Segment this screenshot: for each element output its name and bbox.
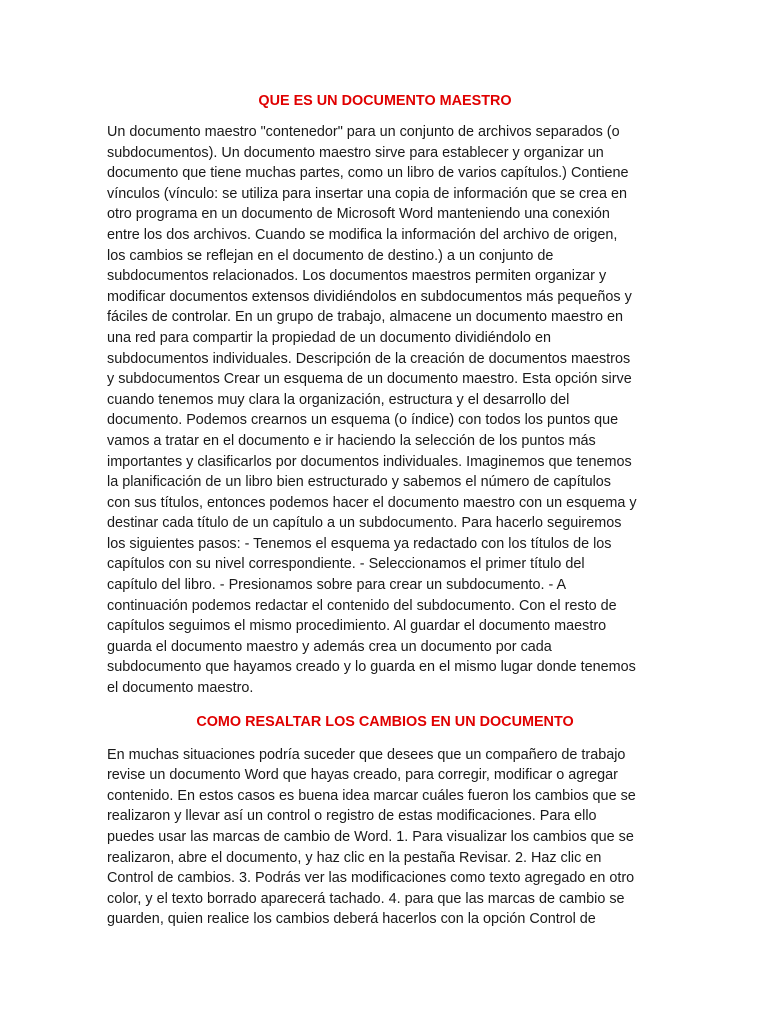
- text-line: capítulos seguimos el mismo procedimiento. Al guardar el documento maestro: [107, 618, 607, 635]
- section-body-resaltar-cambios: [107, 745, 663, 930]
- section-title-resaltar-cambios: COMO RESALTAR LOS CAMBIOS EN UN DOCUMENTO: [196, 713, 574, 730]
- text-line: modificar documentos extensos dividiéndolos en subdocumentos más pequeños y: [107, 288, 632, 305]
- document-content: [107, 90, 663, 930]
- text-line: fáciles de controlar. En un grupo de trabajo, almacene un documento maestro en: [107, 309, 623, 326]
- text-line: subdocumentos). Un documento maestro sirve para establecer y organizar un: [107, 144, 604, 161]
- text-line: una red para compartir la propiedad de un documento dividiéndolo en: [107, 329, 552, 346]
- text-line: vínculos (vínculo: se utiliza para insertar una copia de información que se crea en: [107, 185, 627, 202]
- text-line: realizaron y llevar así un control o registro de estas modificaciones. Para ello: [107, 808, 597, 825]
- text-line: capítulos con su nivel correspondiente. - Seleccionamos el primer título del: [107, 556, 585, 573]
- section-body-documento-maestro: [107, 122, 663, 699]
- text-line: contenido. En estos casos es buena idea marcar cuáles fueron los cambios que se: [107, 787, 636, 804]
- text-line: documento que tiene muchas partes, como un libro de varios capítulos.) Contiene: [107, 165, 629, 182]
- text-line: cuando tenemos muy clara la organización, estructura y el desarrollo del: [107, 391, 570, 408]
- text-line: puedes usar las marcas de cambio de Word. 1. Para visualizar los cambios que se: [107, 829, 634, 845]
- text-line: la planificación de un libro bien estructurado y sabemos el número de capítulos: [107, 474, 611, 491]
- section-title-documento-maestro: QUE ES UN DOCUMENTO MAESTRO: [258, 93, 512, 109]
- text-line: color, y el texto borrado aparecerá tachado. 4. para que las marcas de cambio se: [107, 890, 625, 907]
- text-line: Un documento maestro "contenedor" para un conjunto de archivos separados (o: [107, 124, 620, 140]
- text-line: En muchas situaciones podría suceder que desees que un compañero de trabajo: [107, 746, 626, 763]
- text-line: importantes y clasificarlos por documentos individuales. Imaginemos que tenemos: [107, 453, 632, 470]
- text-line: Control de cambios. 3. Podrás ver las modificaciones como texto agregado en otro: [107, 870, 635, 887]
- text-line: otro programa en un documento de Microsoft Word manteniendo una conexión: [107, 206, 610, 223]
- text-line: destinar cada título de un capítulo a un subdocumento. Para hacerlo seguiremos: [107, 515, 622, 532]
- text-line: con sus títulos, entonces podemos hacer el documento maestro con un esquema y: [107, 494, 637, 511]
- text-line: entre los dos archivos. Cuando se modifica la información del archivo de origen,: [107, 226, 618, 243]
- text-line: el documento maestro.: [107, 680, 254, 697]
- text-line: realizaron, abre el documento, y haz clic en la pestaña Revisar. 2. Haz clic en: [107, 849, 602, 866]
- text-line: vamos a tratar en el documento e ir haciendo la selección de los puntos más: [107, 432, 596, 449]
- text-line: los siguientes pasos: - Tenemos el esquema ya redactado con los títulos de los: [107, 535, 612, 552]
- text-line: revise un documento Word que hayas creado, para corregir, modificar o agregar: [107, 767, 618, 784]
- text-line: documento. Podemos crearnos un esquema (o índice) con todos los puntos que: [107, 412, 619, 429]
- text-line: continuación podemos redactar el contenido del subdocumento. Con el resto de: [107, 597, 617, 614]
- text-line: los cambios se reflejan en el documento de destino.) a un conjunto de: [107, 247, 554, 264]
- text-line: guarda el documento maestro y además crea un documento por cada: [107, 638, 552, 655]
- text-line: capítulo del libro. - Presionamos sobre para crear un subdocumento. - A: [107, 577, 567, 594]
- text-line: subdocumento que hayamos creado y lo guarda en el mismo lugar donde tenemos: [107, 659, 636, 676]
- text-line: subdocumentos individuales. Descripción de la creación de documentos maestros: [107, 350, 631, 367]
- text-line: subdocumentos relacionados. Los documentos maestros permiten organizar y: [107, 268, 607, 285]
- text-line: guarden, quien realice los cambios deberá hacerlos con la opción Control de: [107, 911, 596, 928]
- text-line: y subdocumentos Crear un esquema de un documento maestro. Esta opción sirve: [107, 371, 632, 388]
